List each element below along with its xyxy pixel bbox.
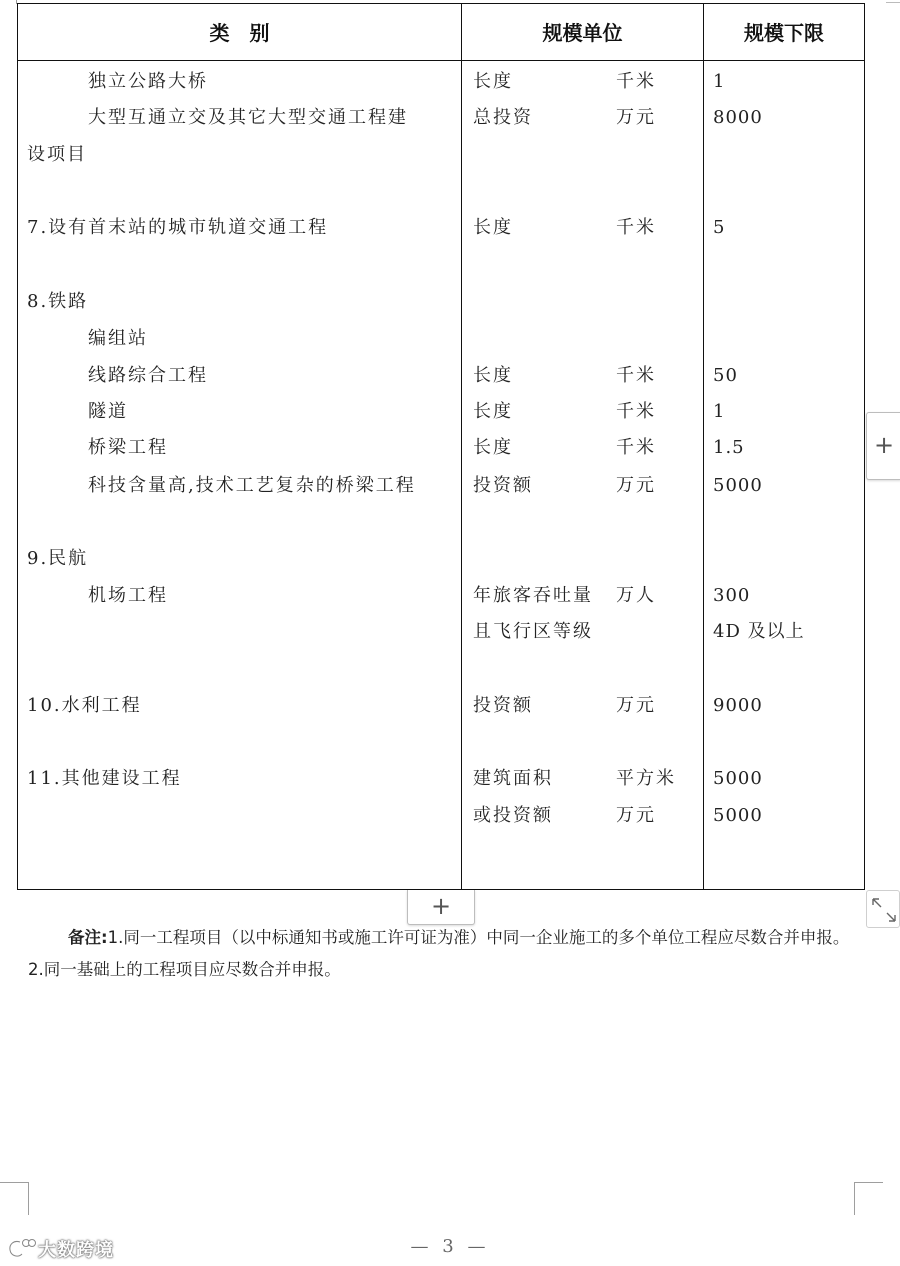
table-cell-category: 设项目 [27,144,87,165]
table-cell-lower-limit: 5000 [713,768,763,789]
table-cell-metric: 长度 [473,437,513,458]
expand-table-button[interactable] [866,890,900,928]
table-cell-metric: 长度 [473,401,513,422]
table-cell-metric: 或投资额 [473,805,553,826]
top-right-mark [886,2,900,3]
page-corner-mark-right [854,1182,883,1215]
table-cell-metric: 建筑面积 [473,768,553,789]
table-cell-unit: 千米 [616,401,656,422]
table-cell-lower-limit: 5000 [713,475,763,496]
table-cell-unit: 万元 [616,475,656,496]
table-cell-unit: 万元 [616,107,656,128]
table-cell-category: 7.设有首末站的城市轨道交通工程 [27,217,329,238]
table-cell-lower-limit: 50 [713,365,738,386]
add-column-button[interactable] [866,412,900,480]
table-cell-lower-limit: 9000 [713,695,763,716]
column-divider-2 [703,4,704,889]
table-cell-category: 隧道 [88,401,128,422]
add-row-button[interactable] [407,890,475,925]
table-cell-category: 桥梁工程 [88,437,168,458]
table-cell-unit: 万元 [616,805,656,826]
expand-arrows-icon [867,891,900,929]
table-cell-category: 10.水利工程 [27,695,142,716]
table-cell-unit: 平方米 [616,768,676,789]
table-cell-category: 大型互通立交及其它大型交通工程建 [88,107,408,128]
table-cell-category: 8.铁路 [27,291,89,312]
table-cell-unit: 千米 [616,217,656,238]
table-cell-lower-limit: 5 [713,217,726,238]
column-divider-1 [461,4,462,889]
watermark-text: 大数跨境 [38,1240,114,1261]
table-cell-metric: 投资额 [473,475,533,496]
table-cell-unit: 万人 [616,585,656,606]
remarks-label: 备注: [68,928,108,947]
table-cell-category: 科技含量高,技术工艺复杂的桥梁工程 [88,475,416,496]
table-cell-lower-limit: 1 [713,401,726,422]
table-cell-lower-limit: 1.5 [713,437,745,458]
scale-table [17,3,865,890]
table-cell-metric: 投资额 [473,695,533,716]
remarks-text: 1.同一工程项目（以中标通知书或施工许可证为准）中同一企业施工的多个单位工程应尽数合并申报。2.同一基础上的工程项目应尽数合并申报。 [28,928,850,979]
table-cell-metric: 长度 [473,365,513,386]
table-cell-category: 独立公路大桥 [88,71,208,92]
table-cell-unit: 千米 [616,71,656,92]
table-cell-category: 编组站 [88,328,148,349]
table-cell-metric: 长度 [473,217,513,238]
header-unit: 规模单位 [542,21,623,45]
header-lower-limit: 规模下限 [744,21,824,45]
table-cell-unit: 千米 [616,437,656,458]
table-cell-category: 线路综合工程 [88,365,208,386]
table-cell-category: 9.民航 [27,548,89,569]
table-cell-metric: 长度 [473,71,513,92]
page-corner-mark-left [0,1182,29,1215]
table-cell-lower-limit: 4D 及以上 [713,621,805,642]
header-category: 类 别 [209,21,270,45]
watermark-logo-icon [6,1238,36,1260]
header-divider [18,60,864,61]
table-cell-unit: 千米 [616,365,656,386]
table-cell-unit: 万元 [616,695,656,716]
remarks-paragraph [28,922,858,986]
table-cell-lower-limit: 1 [713,71,726,92]
plus-icon: + [430,892,452,920]
table-cell-metric: 年旅客吞吐量 [473,585,593,606]
table-cell-lower-limit: 300 [713,585,751,606]
page-number: — 3 — [410,1236,490,1257]
table-cell-lower-limit: 5000 [713,805,763,826]
table-cell-category: 11.其他建设工程 [27,768,182,789]
table-cell-lower-limit: 8000 [713,107,763,128]
table-cell-metric: 且飞行区等级 [473,621,593,642]
table-cell-metric: 总投资 [473,107,533,128]
watermark [6,1236,114,1262]
plus-icon: + [873,431,895,459]
table-cell-category: 机场工程 [88,585,168,606]
